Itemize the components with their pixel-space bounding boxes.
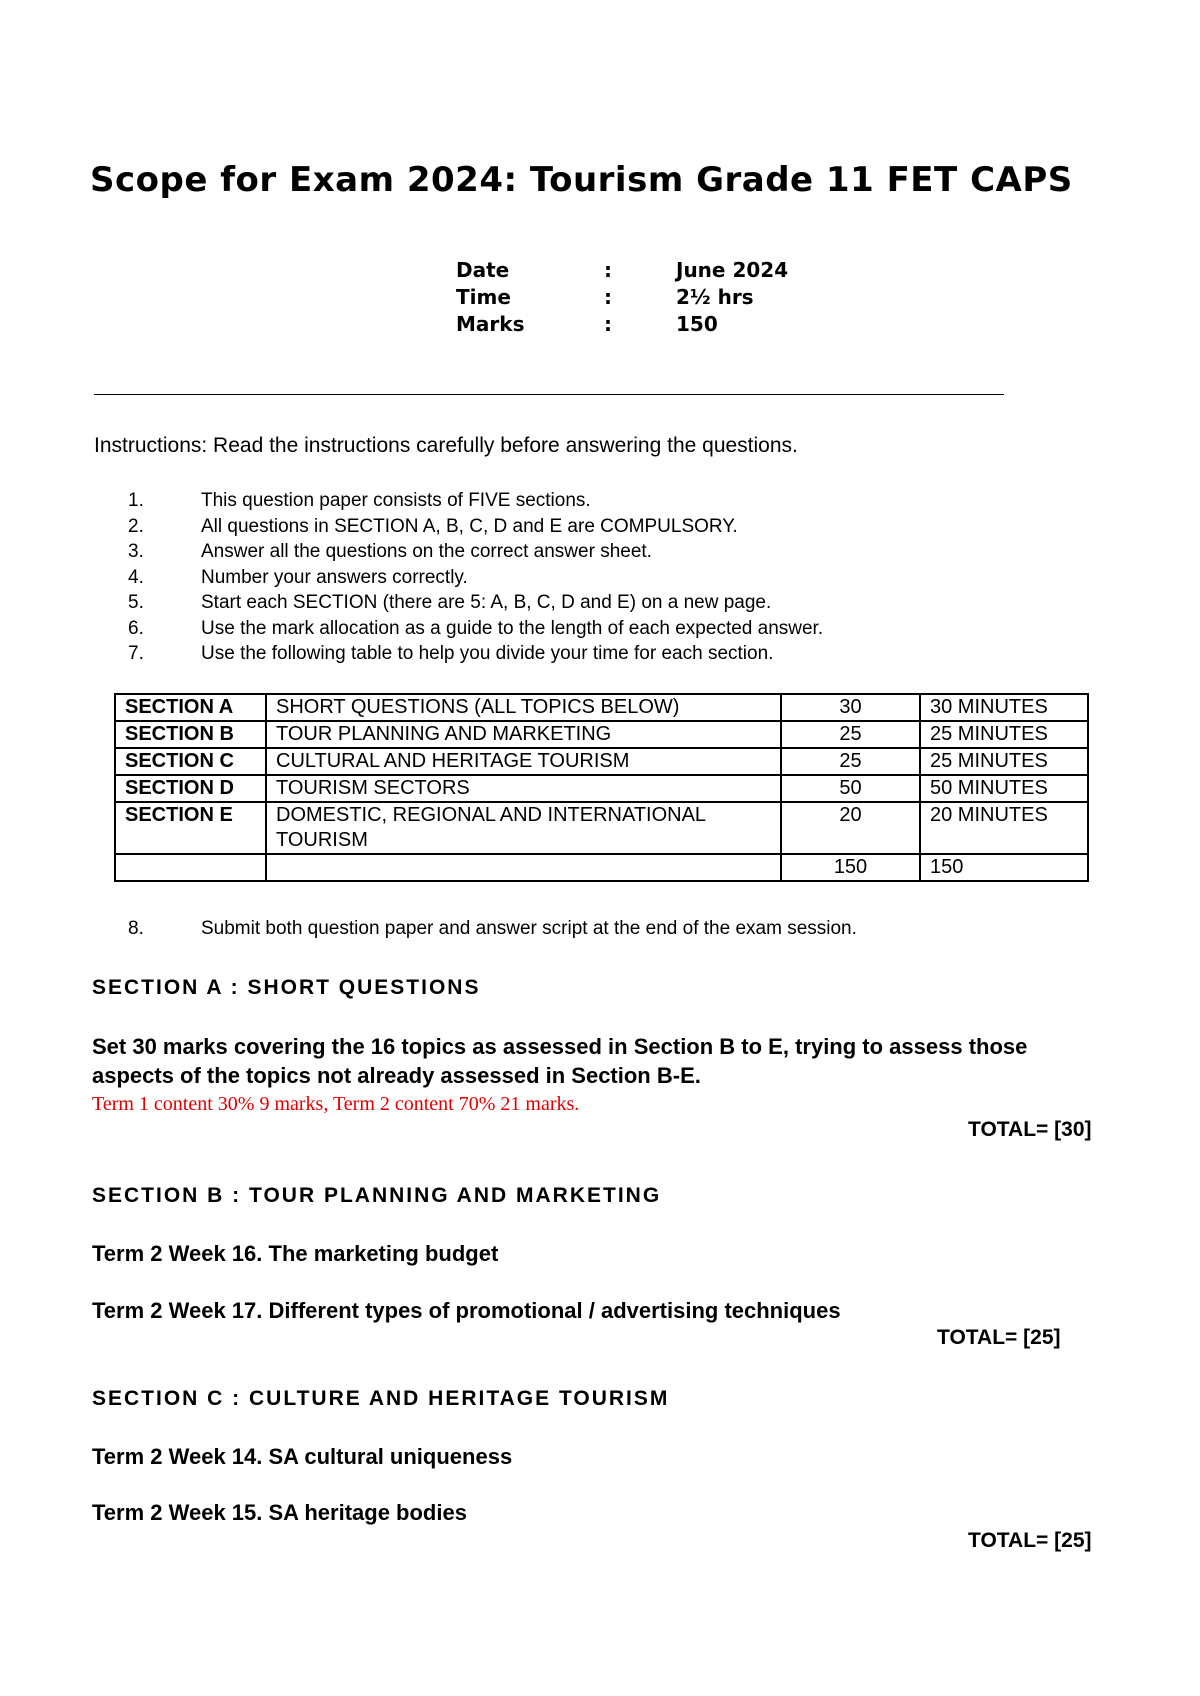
item-number: 8. — [128, 918, 144, 939]
section-a-body-line1: Set 30 marks covering the 16 topics as assessed in Section B to E, trying to assess those — [92, 1034, 1028, 1059]
section-c-total: TOTAL= [25] — [968, 1529, 1092, 1552]
section-a-body-line2: aspects of the topics not already assessed in Section B-E. — [92, 1063, 701, 1088]
table-cell-topic: TOUR PLANNING AND MARKETING — [266, 721, 781, 748]
item-text: Answer all the questions on the correct answer sheet. — [201, 541, 652, 562]
meta-row-marks — [456, 312, 788, 339]
document-title: Scope for Exam 2024: Tourism Grade 11 FET CAPS — [90, 160, 1073, 200]
item-number: 6. — [128, 617, 144, 639]
table-row — [115, 775, 1088, 802]
item-number: 5. — [128, 592, 144, 613]
item-text: This question paper consists of FIVE sections. — [201, 490, 591, 511]
table-cell-section: SECTION A — [115, 694, 266, 721]
section-a-note: Term 1 content 30% 9 marks, Term 2 content 70% 21 marks. — [92, 1093, 580, 1115]
item-text: Number your answers correctly. — [201, 566, 468, 588]
meta-value: 150 — [676, 312, 718, 336]
item-number: 7. — [128, 643, 144, 664]
section-b-item: Term 2 Week 16. The marketing budget — [92, 1241, 499, 1266]
table-cell-topic: DOMESTIC, REGIONAL AND INTERNATIONAL TOURISM — [266, 802, 781, 854]
table-cell-marks: 30 — [781, 694, 920, 721]
section-a-heading: SECTION A : SHORT QUESTIONS — [92, 976, 481, 999]
table-cell-time-total: 150 — [920, 854, 1088, 881]
table-cell-section: SECTION B — [115, 721, 266, 748]
exam-meta — [456, 258, 788, 339]
table-cell-topic: SHORT QUESTIONS (ALL TOPICS BELOW) — [266, 694, 781, 721]
meta-value: 2½ hrs — [676, 285, 754, 309]
item-text: All questions in SECTION A, B, C, D and E are COMPULSORY. — [201, 515, 738, 537]
horizontal-divider — [94, 394, 1004, 395]
table-cell-section: SECTION D — [115, 775, 266, 802]
instructions-heading: Instructions: Read the instructions carefully before answering the questions. — [94, 434, 798, 457]
item-number: 1. — [128, 490, 144, 511]
section-c-heading: SECTION C : CULTURE AND HERITAGE TOURISM — [92, 1387, 670, 1410]
section-c-item: Term 2 Week 15. SA heritage bodies — [92, 1500, 467, 1525]
meta-key: Time — [456, 285, 511, 309]
table-cell-section — [115, 854, 266, 881]
item-text: Start each SECTION (there are 5: A, B, C, D and E) on a new page. — [201, 592, 772, 613]
item-number: 3. — [128, 541, 144, 562]
table-cell-marks: 20 — [781, 802, 920, 854]
table-cell-section: SECTION E — [115, 802, 266, 854]
table-row — [115, 694, 1088, 721]
table-cell-topic — [266, 854, 781, 881]
meta-value: June 2024 — [676, 258, 789, 282]
table-cell-marks-total: 150 — [781, 854, 920, 881]
item-text: Use the mark allocation as a guide to the length of each expected answer. — [201, 617, 824, 639]
section-b-total: TOTAL= [25] — [937, 1326, 1061, 1349]
section-b-item: Term 2 Week 17. Different types of promotional / advertising techniques — [92, 1298, 841, 1323]
meta-row-time — [456, 285, 788, 312]
table-cell-marks: 50 — [781, 775, 920, 802]
table-cell-marks: 25 — [781, 748, 920, 775]
item-number: 2. — [128, 515, 144, 537]
table-total-row — [115, 854, 1088, 881]
section-time-table — [114, 693, 1089, 882]
section-a-total: TOTAL= [30] — [968, 1118, 1092, 1141]
meta-key: Date — [456, 258, 510, 282]
table-cell-time: 30 MINUTES — [920, 694, 1088, 721]
item-number: 4. — [128, 566, 144, 588]
meta-key: Marks — [456, 312, 525, 336]
section-c-item: Term 2 Week 14. SA cultural uniqueness — [92, 1444, 513, 1469]
table-row — [115, 748, 1088, 775]
item-text: Submit both question paper and answer script at the end of the exam session. — [201, 918, 857, 939]
table-cell-topic: CULTURAL AND HERITAGE TOURISM — [266, 748, 781, 775]
meta-sep: : — [604, 258, 612, 282]
meta-sep: : — [604, 285, 612, 309]
table-row — [115, 802, 1088, 854]
table-cell-time: 25 MINUTES — [920, 748, 1088, 775]
meta-sep: : — [604, 312, 612, 336]
table-cell-marks: 25 — [781, 721, 920, 748]
table-cell-time: 20 MINUTES — [920, 802, 1088, 854]
meta-row-date — [456, 258, 788, 285]
table-cell-section: SECTION C — [115, 748, 266, 775]
table-cell-topic: TOURISM SECTORS — [266, 775, 781, 802]
table-cell-time: 50 MINUTES — [920, 775, 1088, 802]
item-text: Use the following table to help you divide your time for each section. — [201, 643, 774, 664]
table-cell-time: 25 MINUTES — [920, 721, 1088, 748]
table-row — [115, 721, 1088, 748]
section-b-heading: SECTION B : TOUR PLANNING AND MARKETING — [92, 1184, 662, 1207]
